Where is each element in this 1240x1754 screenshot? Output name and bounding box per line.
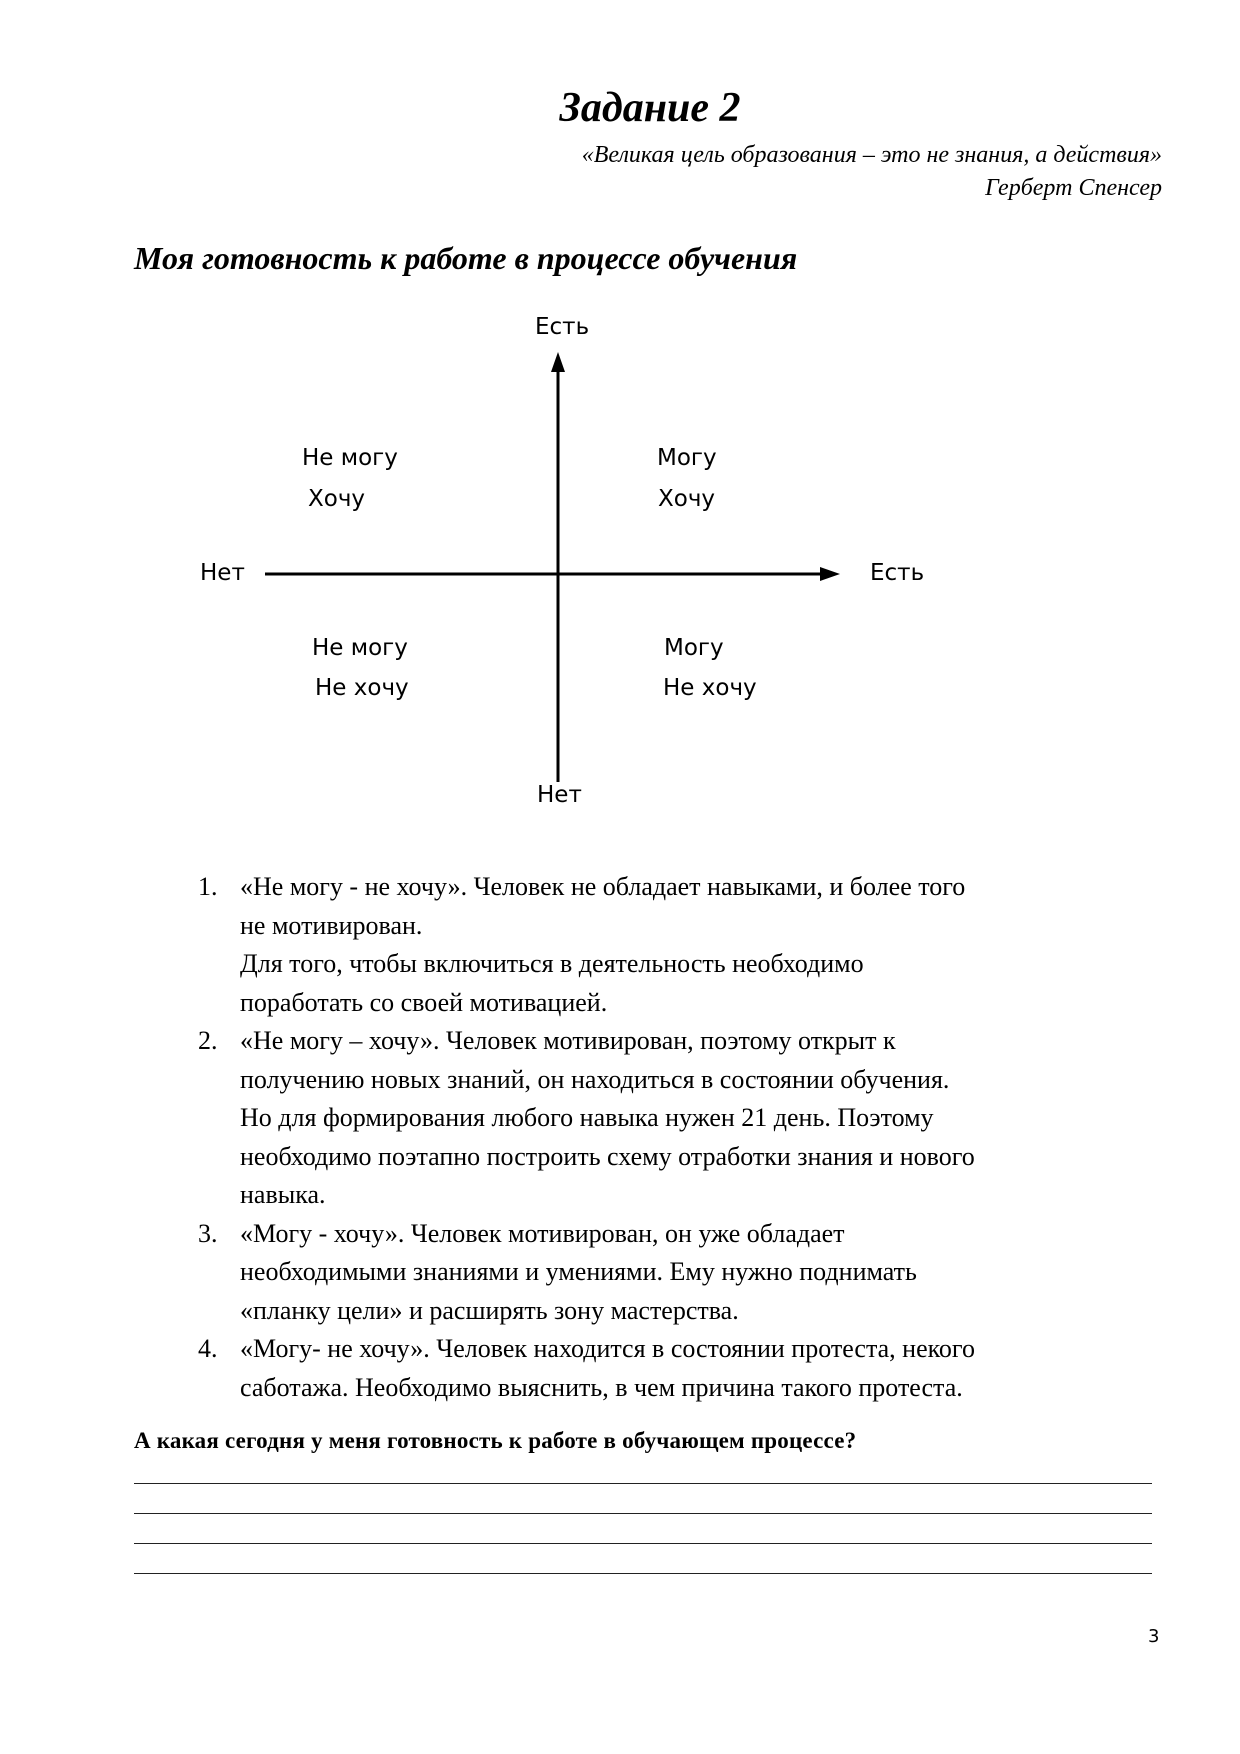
- list-item-text: навыка.: [240, 1180, 326, 1209]
- y-axis-top-label: Есть: [535, 314, 590, 340]
- list-item-text: «Могу - хочу». Человек мотивирован, он уже обладает: [240, 1218, 845, 1248]
- reflection-question: А какая сегодня у меня готовность к работе в обучающем процессе?: [134, 1428, 857, 1453]
- list-item: [198, 868, 1188, 1022]
- list-item-text: получению новых знаний, он находиться в состоянии обучения.: [240, 1064, 950, 1094]
- list-item-text: Для того, чтобы включиться в деятельность необходимо: [240, 949, 864, 978]
- quadrant-bottom-right-line1: Могу: [664, 635, 724, 661]
- quadrant-top-left-line2: Хочу: [308, 486, 366, 512]
- up-arrow-icon: [551, 352, 565, 372]
- quadrant-top-right-line2: Хочу: [658, 486, 716, 512]
- list-item: [198, 1215, 1188, 1331]
- quadrant-bottom-left-line1: Не могу: [312, 635, 408, 661]
- page-title: Задание 2: [559, 85, 741, 131]
- list-item-text: «Могу- не хочу». Человек находится в состоянии протеста, некого: [240, 1334, 975, 1363]
- x-axis-right-label: Есть: [870, 560, 925, 586]
- explanation-list: [198, 868, 1188, 1407]
- list-item-text: не мотивирован.: [240, 910, 423, 940]
- epigraph-author: Герберт Спенсер: [985, 175, 1162, 201]
- list-item: [198, 1330, 1188, 1407]
- x-axis-left-label: Нет: [200, 560, 245, 586]
- list-item-text: «Не могу – хочу». Человек мотивирован, поэтому открыт к: [240, 1026, 896, 1055]
- y-axis-bottom-label: Нет: [537, 782, 582, 808]
- right-arrow-icon: [820, 567, 840, 581]
- list-item-text: «планку цели» и расширять зону мастерства.: [240, 1295, 739, 1325]
- list-item-text: поработать со своей мотивацией.: [240, 987, 608, 1017]
- list-item-number: 4.: [198, 1334, 218, 1363]
- list-item-text: необходимыми знаниями и умениями. Ему нужно поднимать: [240, 1257, 917, 1286]
- page-number: 3: [1148, 1626, 1160, 1647]
- quadrant-bottom-right-line2: Не хочу: [663, 675, 757, 701]
- answer-line[interactable]: [134, 1483, 1152, 1484]
- list-item-number: 2.: [198, 1026, 218, 1055]
- list-item-number: 3.: [198, 1218, 218, 1248]
- list-item-text: Но для формирования любого навыка нужен 21 день. Поэтому: [240, 1103, 934, 1132]
- section-subtitle: Моя готовность к работе в процессе обучения: [134, 240, 798, 276]
- answer-line[interactable]: [134, 1573, 1152, 1574]
- answer-line[interactable]: [134, 1513, 1152, 1514]
- list-item-text: саботажа. Необходимо выяснить, в чем причина такого протеста.: [240, 1372, 963, 1402]
- quadrant-top-left-line1: Не могу: [302, 445, 398, 471]
- list-item-text: необходимо поэтапно построить схему отработки знания и нового: [240, 1141, 975, 1171]
- list-item-number: 1.: [198, 872, 218, 901]
- epigraph-quote: «Великая цель образования – это не знания, а действия»: [581, 142, 1162, 168]
- quadrant-bottom-left-line2: Не хочу: [315, 675, 409, 701]
- answer-line[interactable]: [134, 1543, 1152, 1544]
- list-item-text: «Не могу - не хочу». Человек не обладает навыками, и более того: [240, 872, 966, 901]
- quadrant-top-right-line1: Могу: [657, 445, 717, 471]
- list-item: [198, 1022, 1188, 1215]
